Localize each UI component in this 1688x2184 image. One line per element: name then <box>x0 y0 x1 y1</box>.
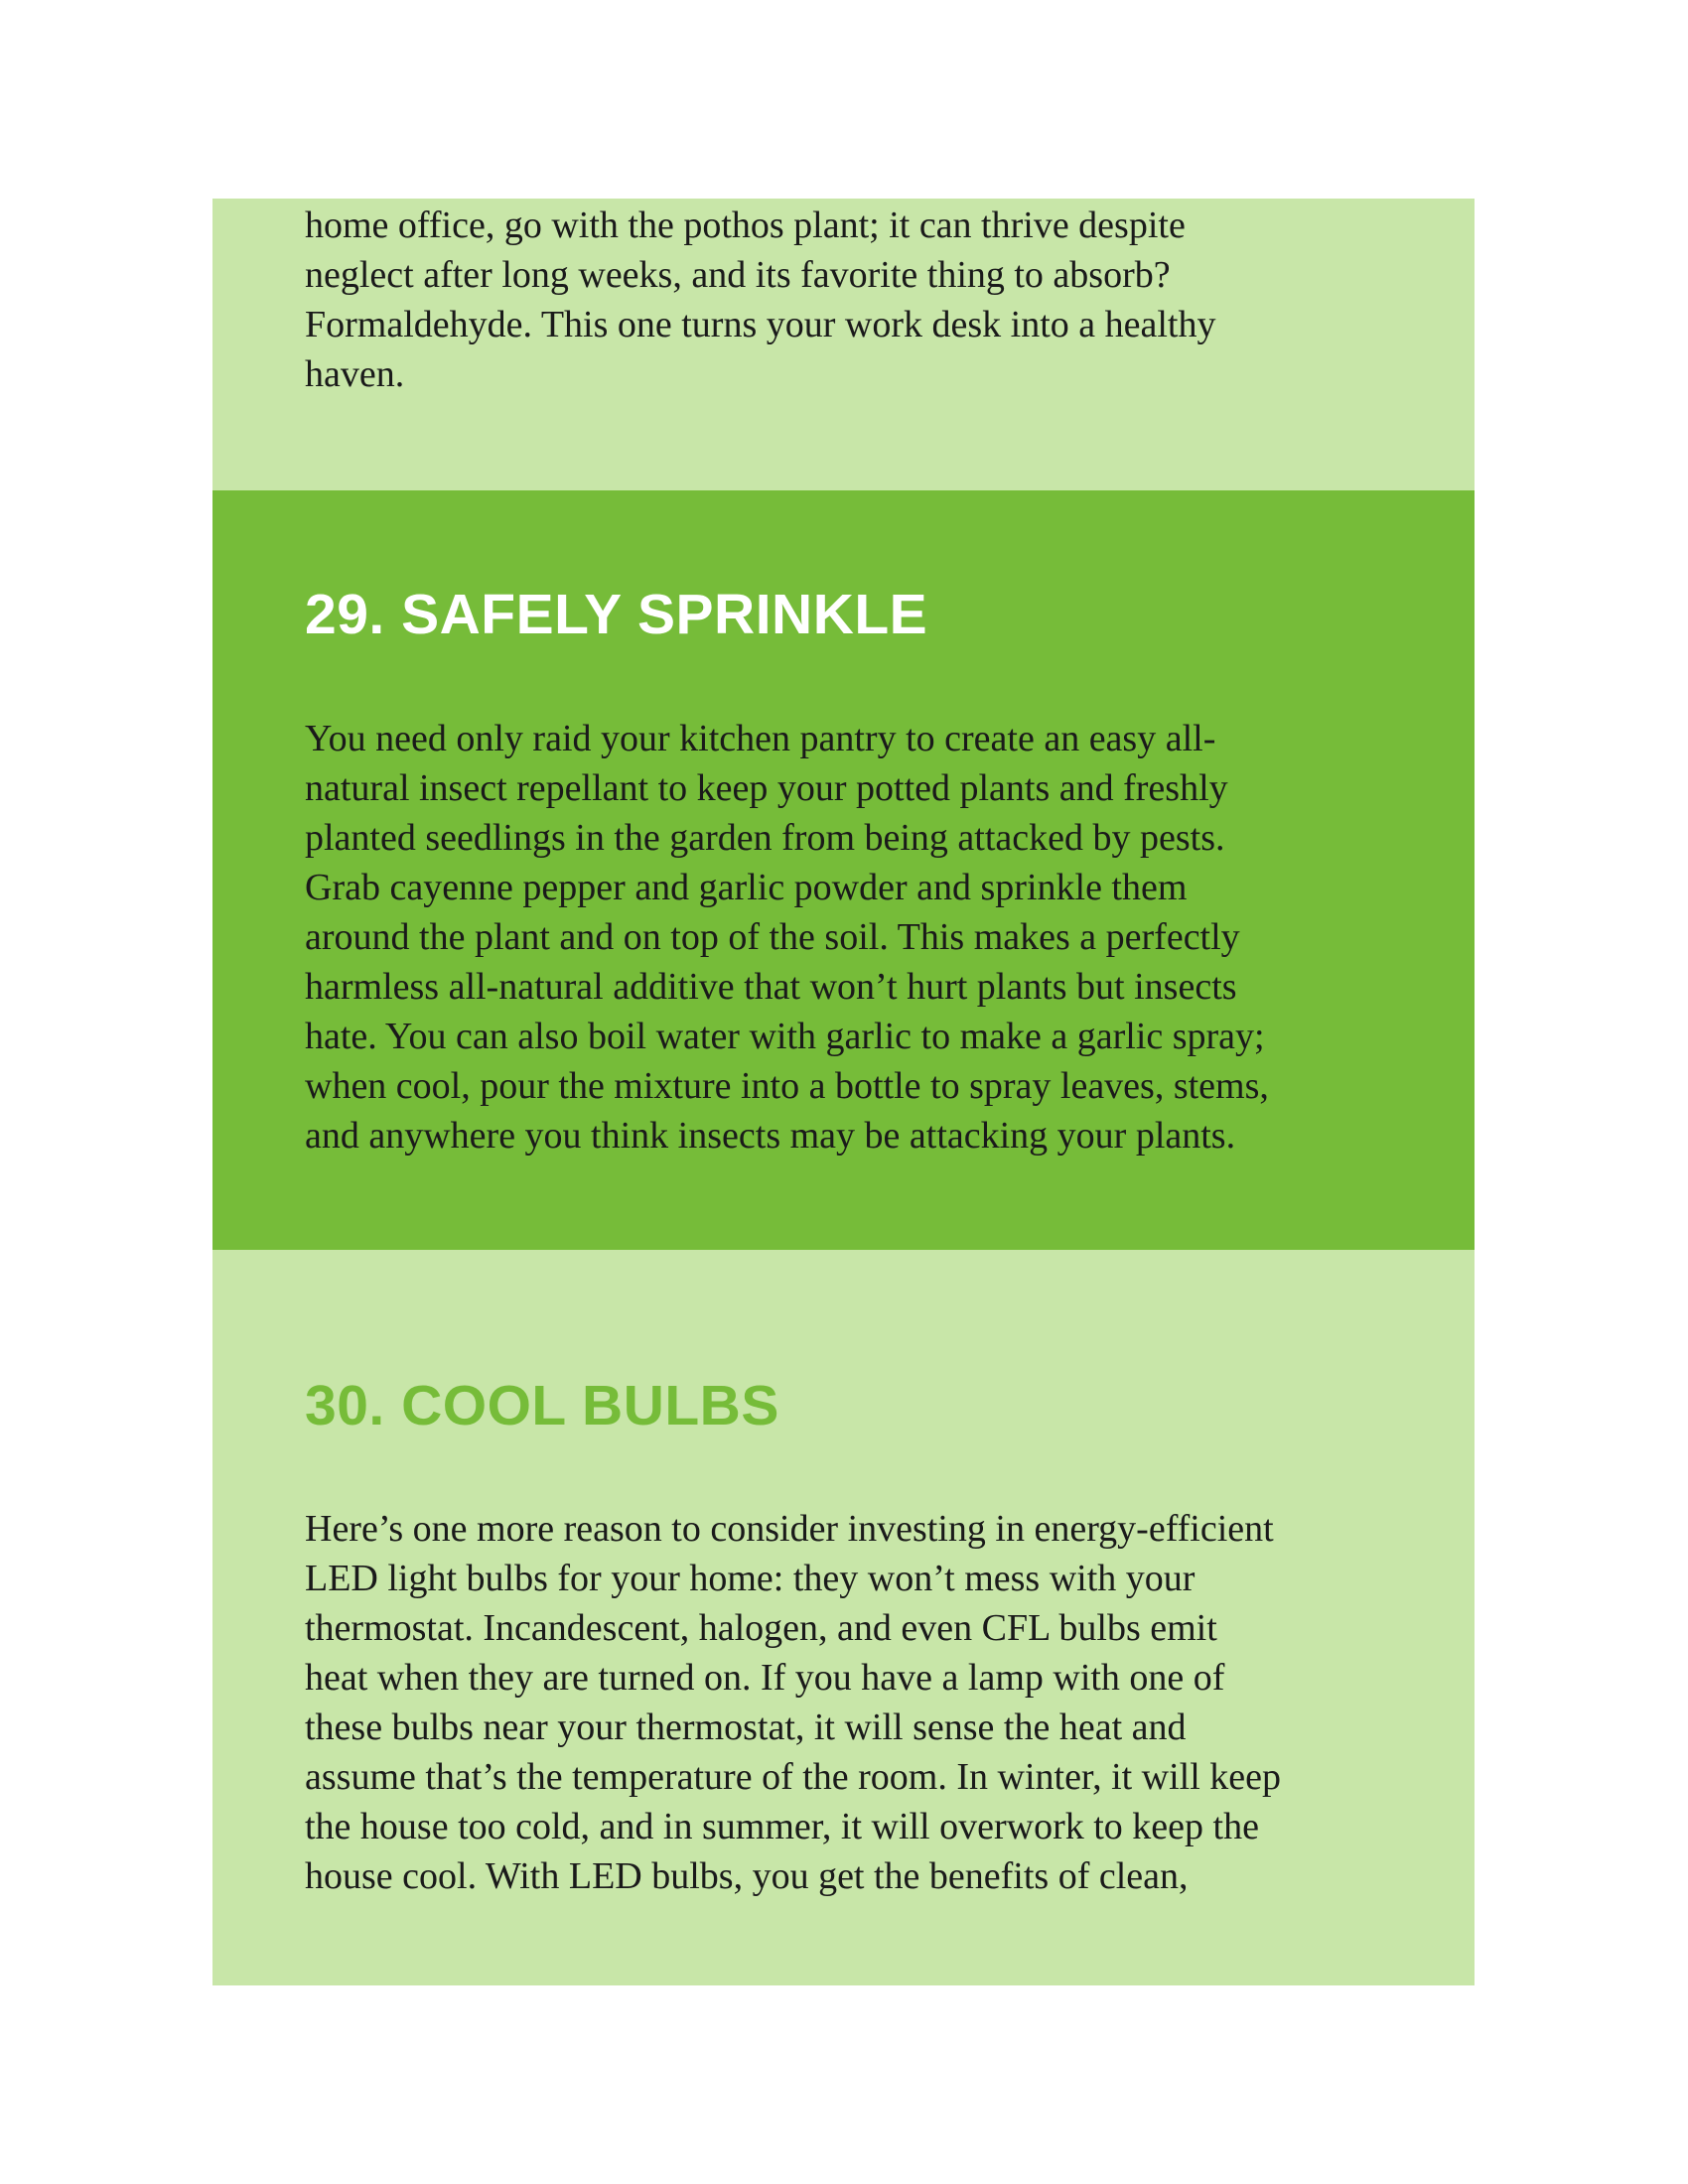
paragraph-line: home office, go with the pothos plant; it can thrive despite <box>305 205 1186 246</box>
section-29-panel <box>212 490 1475 1250</box>
paragraph-line: house cool. With LED bulbs, you get the benefits of clean, <box>305 1855 1189 1897</box>
section-30-paragraph <box>305 1504 1417 1901</box>
paragraph-line: Formaldehyde. This one turns your work desk into a healthy <box>305 304 1216 345</box>
paragraph-line: Grab cayenne pepper and garlic powder and sprinkle them <box>305 867 1188 908</box>
paragraph-line: Here’s one more reason to consider investing in energy-efficient <box>305 1508 1274 1550</box>
section-29-paragraph <box>305 714 1417 1160</box>
paragraph-line: when cool, pour the mixture into a bottle to spray leaves, stems, <box>305 1065 1269 1107</box>
paragraph-line: thermostat. Incandescent, halogen, and even CFL bulbs emit <box>305 1607 1217 1649</box>
paragraph-line: heat when they are turned on. If you have a lamp with one of <box>305 1657 1225 1699</box>
section-30-panel <box>212 1250 1475 1985</box>
paragraph-line: these bulbs near your thermostat, it will sense the heat and <box>305 1706 1187 1748</box>
section-29-heading: 29. SAFELY SPRINKLE <box>305 583 928 646</box>
continuation-panel <box>212 199 1475 490</box>
paragraph-line: neglect after long weeks, and its favorite thing to absorb? <box>305 254 1171 296</box>
section-30-heading: 30. COOL BULBS <box>305 1374 779 1437</box>
paragraph-line: around the plant and on top of the soil. This makes a perfectly <box>305 916 1240 958</box>
paragraph-line: natural insect repellant to keep your potted plants and freshly <box>305 767 1228 809</box>
paragraph-line: planted seedlings in the garden from being attacked by pests. <box>305 817 1225 859</box>
paragraph-line: You need only raid your kitchen pantry to create an easy all- <box>305 718 1216 759</box>
continuation-paragraph <box>305 201 1417 399</box>
paragraph-line: haven. <box>305 353 405 395</box>
paragraph-line: hate. You can also boil water with garlic to make a garlic spray; <box>305 1016 1265 1057</box>
paragraph-line: LED light bulbs for your home: they won’t mess with your <box>305 1558 1196 1599</box>
paragraph-line: assume that’s the temperature of the room. In winter, it will keep <box>305 1756 1282 1798</box>
paragraph-line: and anywhere you think insects may be attacking your plants. <box>305 1115 1236 1157</box>
paragraph-line: the house too cold, and in summer, it will overwork to keep the <box>305 1806 1259 1847</box>
paragraph-line: harmless all-natural additive that won’t hurt plants but insects <box>305 966 1237 1008</box>
